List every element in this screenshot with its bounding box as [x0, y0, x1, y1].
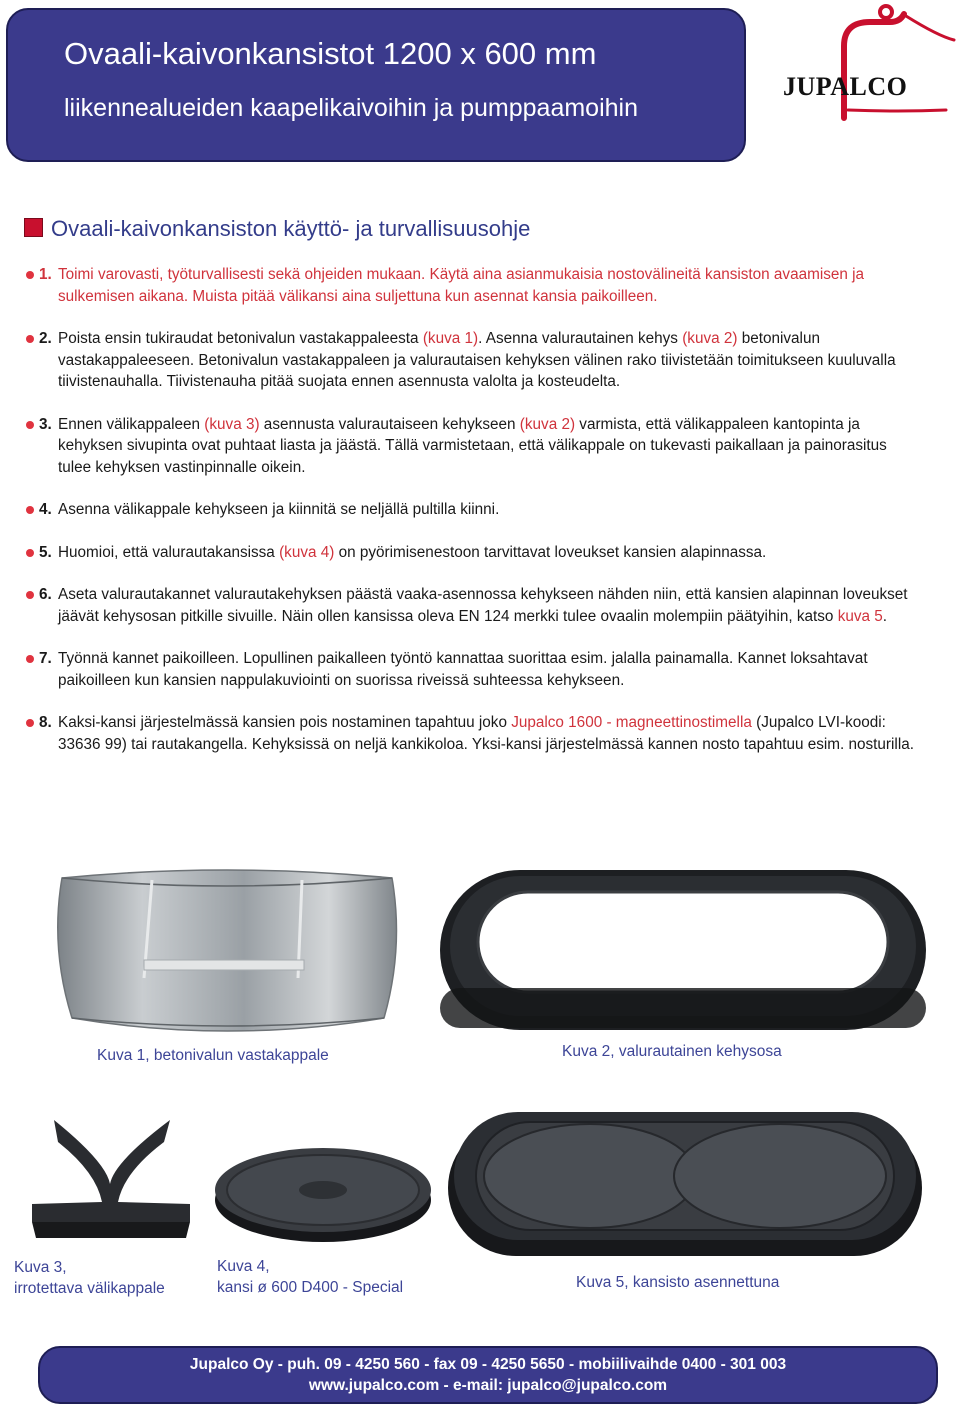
caption-kuva-1: Kuva 1, betonivalun vastakappale	[97, 1047, 329, 1064]
caption-kuva-3-line1: Kuva 3,	[14, 1259, 67, 1276]
jupalco-logo	[778, 0, 960, 130]
bullet-icon	[26, 549, 34, 557]
figure-reference: (kuva 3)	[204, 415, 260, 433]
caption-kuva-3	[14, 1257, 165, 1299]
instruction-list	[24, 264, 924, 776]
photo-intermediate-piece	[14, 1112, 210, 1250]
figure-reference: (kuva 4)	[279, 543, 335, 561]
step-text: Työnnä kannet paikoilleen. Lopullinen paikalleen työntö kannattaa suorittaa esim. jalalla painamalla. Kannet loksahtavat paikoilleen kun kansien nappulakuviointi on suorissa riveissä suhteessa kehykseen.	[58, 650, 868, 689]
section-heading	[24, 216, 530, 246]
step-text: asennusta valurautaiseen kehykseen	[259, 415, 520, 433]
step-text: betonivalun vastakappaleeseen. Betonivalun vastakappaleen ja valurautaisen kehyksen välinen rako tiivistetään toimitukseen kuuluvalla tiivistenauhalla. Tiivistenauha pitää suojata ennen asennusta valolta ja kosteudelta.	[58, 330, 896, 390]
caption-kuva-2: Kuva 2, valurautainen kehysosa	[562, 1043, 782, 1060]
bullet-icon	[26, 591, 34, 599]
step-text: Kaksi-kansi järjestelmässä kansien pois nostaminen tapahtuu joko	[58, 714, 512, 731]
step-7	[24, 648, 924, 691]
step-text: Ennen välikappaleen	[58, 415, 205, 433]
page-title: Ovaali-kaivonkansistot 1200 x 600 mm	[64, 36, 597, 71]
step-text: .	[882, 607, 888, 625]
step-1	[24, 264, 924, 307]
step-3	[24, 414, 924, 479]
section-title-text: Ovaali-kaivonkansiston käyttö- ja turvallisuusohje	[51, 216, 531, 241]
bullet-icon	[26, 421, 34, 429]
step-text: on pyörimisenestoon tarvittavat loveukset kansien alapinnassa.	[334, 543, 767, 561]
photo-concrete-counterpart	[32, 858, 422, 1048]
header-banner	[6, 8, 746, 162]
step-text: (Jupalco LVI-koodi: 33636 99) tai rautakangella. Kehyksissä on neljä kankikoloa. Yksi-kansi järjestelmässä kannen nosto tapahtuu esim. nosturilla.	[58, 714, 914, 753]
caption-kuva-4-line2: kansi ø 600 D400 - Special	[217, 1279, 404, 1296]
step-number: 7.	[39, 650, 52, 667]
caption-kuva-4	[217, 1256, 403, 1298]
figure-reference: (kuva 2)	[519, 415, 576, 433]
step-text: Aseta valurautakannet valurautakehyksen päästä vaaka-asennossa kehykseen nähden niin, että kansien alapinnan loveukset jäävät kehysosan pitkille sivuille. Näin ollen kansissa oleva EN 124 merkki tulee ovaalin molempiin päätyihin, katso	[58, 586, 908, 625]
photo-installed-cover-set	[442, 1106, 928, 1262]
figure-reference: kuva 5	[837, 607, 883, 625]
caption-kuva-5: Kuva 5, kansisto asennettuna	[576, 1274, 780, 1291]
step-number: 5.	[39, 543, 52, 561]
figure-reference: (kuva 2)	[682, 330, 738, 347]
step-number: 8.	[39, 714, 52, 731]
step-2	[24, 328, 924, 393]
step-number: 4.	[39, 501, 52, 518]
bullet-icon	[26, 655, 34, 663]
bullet-icon	[26, 719, 34, 727]
step-text: varmista, että välikappaleen kantopinta ja kehyksen sivupinta ovat puhtaat liasta ja jäästä. Tällä varmistetaan, että välikappale on tukevasti paikallaan ja painorasitus tulee kehyksen vastinpinnalle oikein.	[58, 415, 887, 476]
bullet-icon	[26, 335, 34, 343]
logo-wordmark: JUPALCO	[783, 72, 908, 101]
step-6	[24, 584, 924, 627]
caption-kuva-3-line2: irrotettava välikappale	[14, 1280, 165, 1297]
step-text: Poista ensin tukiraudat betonivalun vastakappaleesta	[58, 330, 423, 347]
contact-footer	[38, 1346, 938, 1404]
step-number: 1.	[39, 266, 52, 283]
page-subtitle: liikennealueiden kaapelikaivoihin ja pumppaamoihin	[64, 94, 638, 122]
product-link[interactable]: Jupalco 1600 - magneettinostimella	[511, 714, 752, 731]
footer-web-line[interactable]: www.jupalco.com - e-mail: jupalco@jupalco.com	[308, 1377, 668, 1394]
caption-kuva-4-line1: Kuva 4,	[217, 1258, 270, 1275]
figure-reference: (kuva 1)	[422, 330, 479, 347]
step-number: 3.	[39, 415, 52, 433]
step-8	[24, 712, 924, 755]
step-text: Huomioi, että valurautakansissa	[58, 543, 280, 561]
step-4	[24, 499, 924, 521]
photo-round-cover	[210, 1138, 436, 1248]
step-text: . Asenna valurautainen kehys	[478, 330, 683, 347]
bullet-icon	[26, 506, 34, 514]
bullet-icon	[26, 271, 34, 279]
step-number: 2.	[39, 330, 52, 347]
step-number: 6.	[39, 586, 52, 603]
step-text: Asenna välikappale kehykseen ja kiinnitä se neljällä pultilla kiinni.	[58, 501, 500, 518]
step-text: Toimi varovasti, työturvallisesti sekä ohjeiden mukaan. Käytä aina asianmukaisia nostovälineitä kansiston avaamisen ja sulkemisen aikana. Muista pitää välikansi aina suljettuna kun asennat kansia paikoilleen.	[58, 266, 865, 305]
step-5	[24, 542, 924, 564]
red-square-icon	[24, 218, 43, 237]
photo-cast-iron-frame	[432, 858, 932, 1044]
footer-contact-line: Jupalco Oy - puh. 09 - 4250 560 - fax 09 - 4250 5650 - mobiilivaihde 0400 - 301 003	[189, 1356, 787, 1373]
